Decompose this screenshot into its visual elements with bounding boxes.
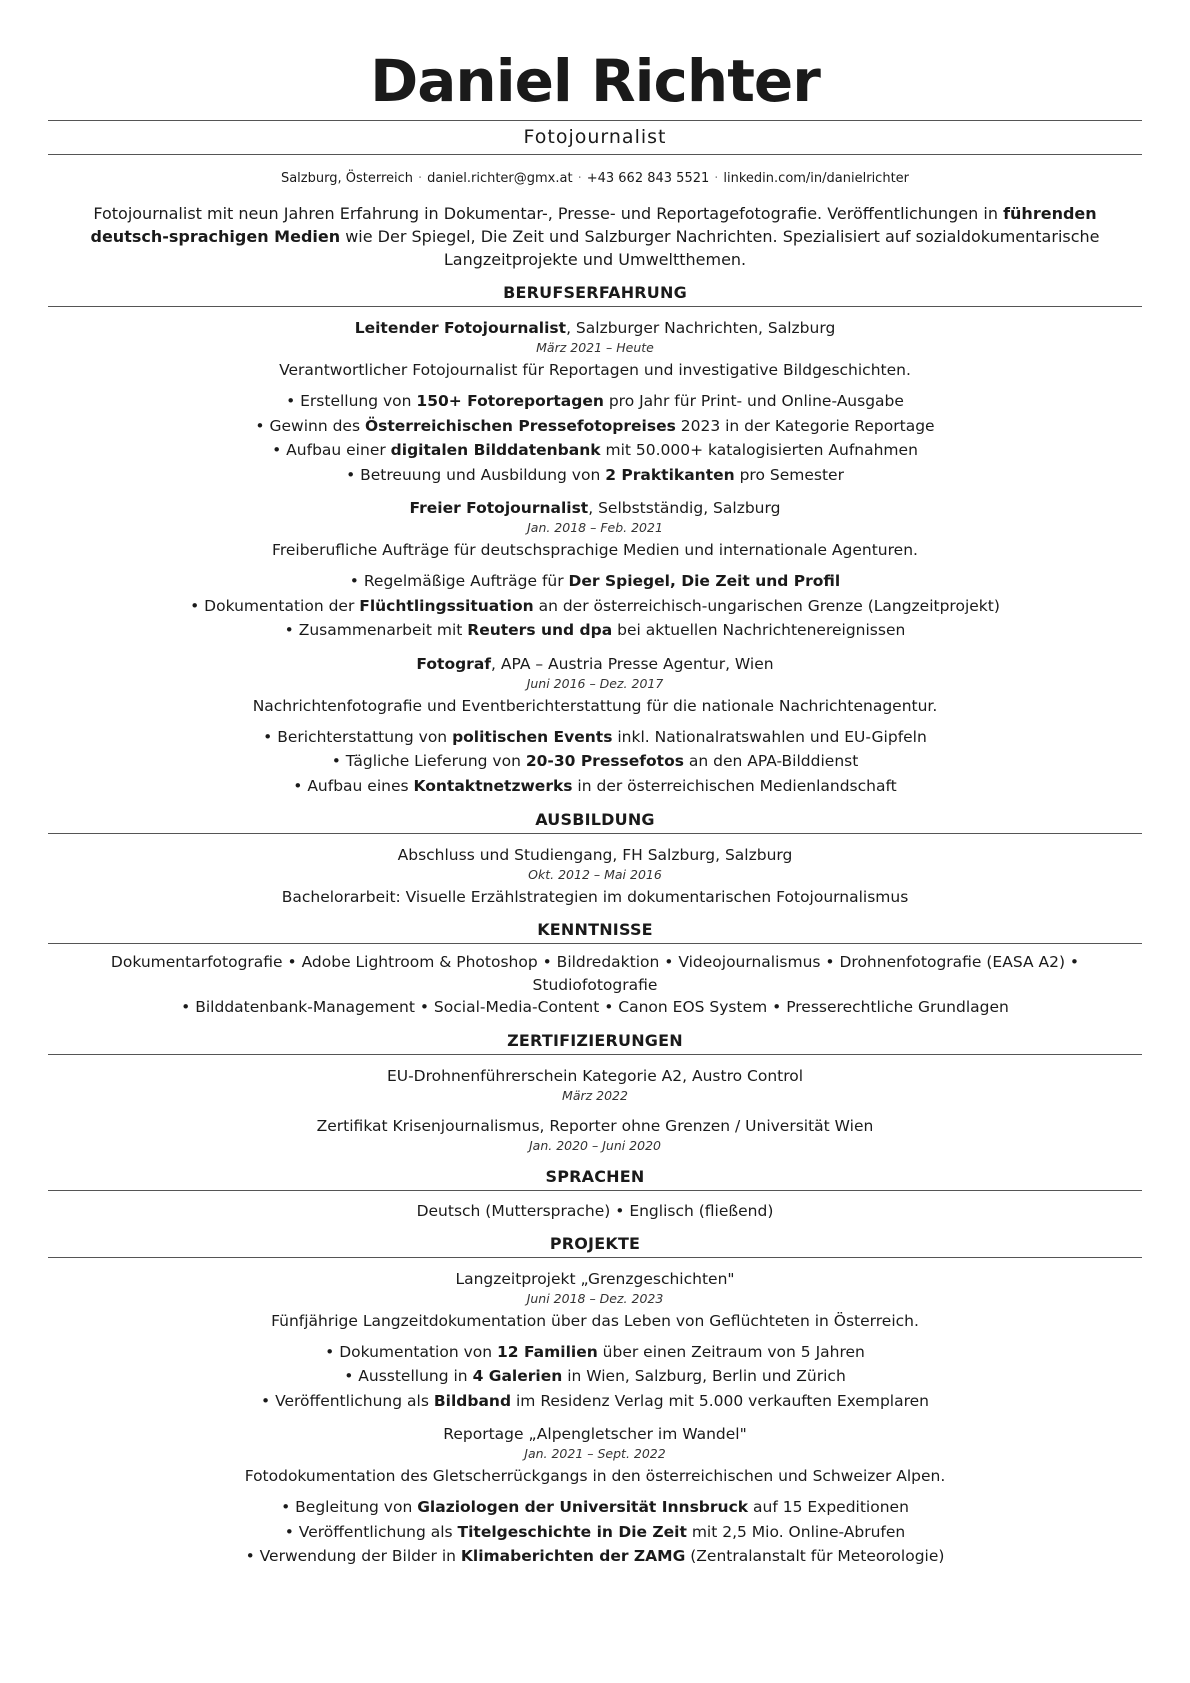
certification-entry xyxy=(48,1115,1142,1155)
bullet-item xyxy=(48,438,1142,463)
bullet-text: auf 15 Expeditionen xyxy=(748,1498,909,1516)
section-heading-projects: PROJEKTE xyxy=(48,1233,1142,1258)
entry-date: März 2022 xyxy=(562,1087,628,1103)
entry-role: Fotograf xyxy=(416,654,492,673)
entry-date: Juni 2016 – Dez. 2017 xyxy=(526,675,664,691)
bullet-text: im Residenz Verlag mit 5.000 verkauften Exemplaren xyxy=(511,1391,929,1410)
entry-description: Fotodokumentation des Gletscherrückgangs in den österreichischen und Schweizer Alpen. xyxy=(244,1467,946,1485)
bullet-text: • Dokumentation der xyxy=(190,596,360,615)
education-degree: Abschluss und Studiengang, FH Salzburg, Salzburg xyxy=(397,846,793,864)
bullet-item xyxy=(48,569,1142,594)
entry-heading xyxy=(48,317,1142,339)
contact-email[interactable]: daniel.richter@gmx.at xyxy=(427,171,573,186)
bullet-highlight: Bildband xyxy=(433,1391,512,1410)
bullet-text: in der österreichischen Medienlandschaft xyxy=(572,776,897,795)
job-title: Fotojournalist xyxy=(523,126,667,148)
bullet-text: • Tägliche Lieferung von xyxy=(331,752,526,770)
entry-heading xyxy=(48,653,1142,675)
bullet-item xyxy=(48,725,1142,750)
entry-description: Verantwortlicher Fotojournalist für Reportagen und investigative Bildgeschichten. xyxy=(279,361,911,379)
entry-date: März 2021 – Heute xyxy=(536,340,654,355)
bullet-text: 2023 in der Kategorie Reportage xyxy=(675,416,935,435)
certification-entry xyxy=(48,1065,1142,1105)
entry-organization: , APA – Austria Presse Agentur, Wien xyxy=(491,654,774,673)
entry-date: Okt. 2012 – Mai 2016 xyxy=(528,867,662,882)
bullet-text: mit 2,5 Mio. Online-Abrufen xyxy=(686,1522,906,1541)
skills-list xyxy=(48,951,1142,1019)
certification-name: EU-Drohnenführerschein Kategorie A2, Austro Control xyxy=(386,1066,804,1085)
summary-text: wie Der Spiegel, Die Zeit und Salzburger Nachrichten. Spezialisiert auf sozialdokumentarische Langzeitprojekte und Umweltthemen. xyxy=(340,227,1100,269)
entry-date: Jan. 2021 – Sept. 2022 xyxy=(524,1446,666,1461)
bullet-list xyxy=(48,1495,1142,1569)
project-entry xyxy=(48,1268,1142,1414)
project-title: Langzeitprojekt „Grenzgeschichten" xyxy=(455,1269,735,1288)
bullet-highlight: politischen Events xyxy=(452,727,613,746)
bullet-list xyxy=(48,725,1142,799)
bullet-text: inkl. Nationalratswahlen und EU-Gipfeln xyxy=(612,727,927,746)
entry-organization: , Salzburger Nachrichten, Salzburg xyxy=(566,319,836,337)
bullet-item xyxy=(48,1495,1142,1520)
bullet-text: • Dokumentation von xyxy=(325,1342,497,1361)
bullet-text: • Gewinn des xyxy=(255,416,365,435)
bullet-text: mit 50.000+ katalogisierten Aufnahmen xyxy=(600,441,918,459)
bullet-text: • Verwendung der Bilder in xyxy=(245,1547,461,1565)
bullet-item xyxy=(48,774,1142,799)
entry-description: Fünfjährige Langzeitdokumentation über das Leben von Geflüchteten in Österreich. xyxy=(271,1311,919,1330)
bullet-item xyxy=(48,1544,1142,1569)
bullet-text: • Aufbau einer xyxy=(272,441,391,459)
skills-line: Dokumentarfotografie • Adobe Lightroom & Photoshop • Bildredaktion • Videojournalismus • Drohnenfotografie (EASA A2) • Studiofotografie xyxy=(110,953,1080,994)
contact-separator: · xyxy=(577,171,582,186)
education-thesis: Bachelorarbeit: Visuelle Erzählstrategien im dokumentarischen Fotojournalismus xyxy=(281,888,909,906)
project-title: Reportage „Alpengletscher im Wandel" xyxy=(443,1425,747,1443)
bullet-highlight: Der Spiegel, Die Zeit und Profil xyxy=(568,572,841,590)
header-rule-bottom xyxy=(48,154,1142,155)
bullet-text: an der österreichisch-ungarischen Grenze (Langzeitprojekt) xyxy=(533,596,1000,615)
bullet-highlight: digitalen Bilddatenbank xyxy=(390,441,601,459)
contact-separator: · xyxy=(418,171,423,186)
bullet-text: • Betreuung und Ausbildung von xyxy=(346,465,606,484)
entry-description: Nachrichtenfotografie und Eventberichterstattung für die nationale Nachrichtenagentur. xyxy=(252,696,938,715)
bullet-text: • Aufbau eines xyxy=(293,776,414,795)
bullet-item xyxy=(48,463,1142,488)
bullet-highlight: Reuters und dpa xyxy=(467,621,613,639)
bullet-text: • Veröffentlichung als xyxy=(261,1391,434,1410)
contact-separator: · xyxy=(714,171,719,186)
entry-date: Jan. 2020 – Juni 2020 xyxy=(528,1137,661,1153)
bullet-item xyxy=(48,749,1142,774)
bullet-text: an den APA-Bilddienst xyxy=(683,752,859,770)
bullet-item xyxy=(48,414,1142,439)
bullet-text: über einen Zeitraum von 5 Jahren xyxy=(597,1342,865,1361)
bullet-item xyxy=(48,1340,1142,1365)
project-entry xyxy=(48,1423,1142,1569)
bullet-text: • Regelmäßige Aufträge für xyxy=(349,572,569,590)
bullet-item xyxy=(48,389,1142,414)
summary-text: Fotojournalist mit neun Jahren Erfahrung in Dokumentar-, Presse- und Reportagefotografie. Veröffentlichungen in xyxy=(93,204,1004,223)
bullet-text: pro Jahr für Print- und Online-Ausgabe xyxy=(603,392,904,410)
entry-organization: , Selbstständig, Salzburg xyxy=(588,499,781,517)
entry-heading xyxy=(48,497,1142,519)
bullet-text: • Berichterstattung von xyxy=(263,727,453,746)
section-heading-languages: SPRACHEN xyxy=(48,1166,1142,1191)
section-heading-experience: BERUFSERFAHRUNG xyxy=(48,282,1142,307)
bullet-highlight: 12 Familien xyxy=(497,1342,598,1361)
bullet-item xyxy=(48,618,1142,643)
bullet-text: • Erstellung von xyxy=(286,392,417,410)
bullet-text: pro Semester xyxy=(734,465,844,484)
bullet-text: • Begleitung von xyxy=(281,1498,418,1516)
bullet-highlight: 20-30 Pressefotos xyxy=(525,752,684,770)
bullet-text: in Wien, Salzburg, Berlin und Zürich xyxy=(562,1367,846,1385)
bullet-item xyxy=(48,1364,1142,1389)
section-heading-certifications: ZERTIFIZIERUNGEN xyxy=(48,1030,1142,1055)
skills-line: • Bilddatenbank-Management • Social-Media-Content • Canon EOS System • Presserechtliche Grundlagen xyxy=(181,998,1009,1016)
bullet-text: (Zentralanstalt für Meteorologie) xyxy=(685,1547,945,1565)
bullet-highlight: Titelgeschichte in Die Zeit xyxy=(457,1522,687,1541)
contact-location: Salzburg, Österreich xyxy=(280,171,414,186)
bullet-highlight: Österreichischen Pressefotopreises xyxy=(364,416,676,435)
bullet-item xyxy=(48,1520,1142,1545)
experience-entry xyxy=(48,497,1142,643)
bullet-list xyxy=(48,389,1142,487)
bullet-list xyxy=(48,569,1142,643)
bullet-highlight: 4 Galerien xyxy=(472,1367,563,1385)
bullet-highlight: Kontaktnetzwerks xyxy=(413,776,573,795)
bullet-text: bei aktuellen Nachrichtenereignissen xyxy=(612,621,906,639)
bullet-item xyxy=(48,594,1142,619)
section-heading-skills: KENNTNISSE xyxy=(48,919,1142,944)
certification-name: Zertifikat Krisenjournalismus, Reporter ohne Grenzen / Universität Wien xyxy=(316,1116,874,1135)
languages-list: Deutsch (Muttersprache) • Englisch (fließend) xyxy=(416,1201,774,1220)
entry-role: Freier Fotojournalist xyxy=(409,499,589,517)
bullet-highlight: 2 Praktikanten xyxy=(605,465,735,484)
bullet-highlight: 150+ Fotoreportagen xyxy=(416,392,604,410)
entry-role: Leitender Fotojournalist xyxy=(354,319,567,337)
summary-highlight: führenden deutsch-sprachigen Medien xyxy=(90,204,1097,246)
bullet-highlight: Glaziologen der Universität Innsbruck xyxy=(417,1498,749,1516)
experience-entry xyxy=(48,317,1142,487)
bullet-highlight: Klimaberichten der ZAMG xyxy=(460,1547,686,1565)
section-heading-education: AUSBILDUNG xyxy=(48,809,1142,834)
bullet-text: • Ausstellung in xyxy=(344,1367,473,1385)
contact-phone[interactable]: +43 662 843 5521 xyxy=(586,171,710,186)
education-entry xyxy=(48,844,1142,908)
entry-description: Freiberufliche Aufträge für deutschsprachige Medien und internationale Agenturen. xyxy=(272,541,918,559)
entry-date: Juni 2018 – Dez. 2023 xyxy=(526,1290,664,1306)
contact-linkedin[interactable]: linkedin.com/in/danielrichter xyxy=(723,171,910,186)
bullet-highlight: Flüchtlingssituation xyxy=(359,596,534,615)
bullet-text: • Zusammenarbeit mit xyxy=(284,621,468,639)
bullet-text: • Veröffentlichung als xyxy=(284,1522,458,1541)
experience-entry xyxy=(48,653,1142,799)
bullet-list xyxy=(48,1340,1142,1414)
contact-line xyxy=(48,169,1142,189)
bullet-item xyxy=(48,1389,1142,1414)
profile-summary xyxy=(48,202,1142,271)
candidate-name: Daniel Richter xyxy=(370,47,820,115)
entry-date: Jan. 2018 – Feb. 2021 xyxy=(527,520,663,535)
